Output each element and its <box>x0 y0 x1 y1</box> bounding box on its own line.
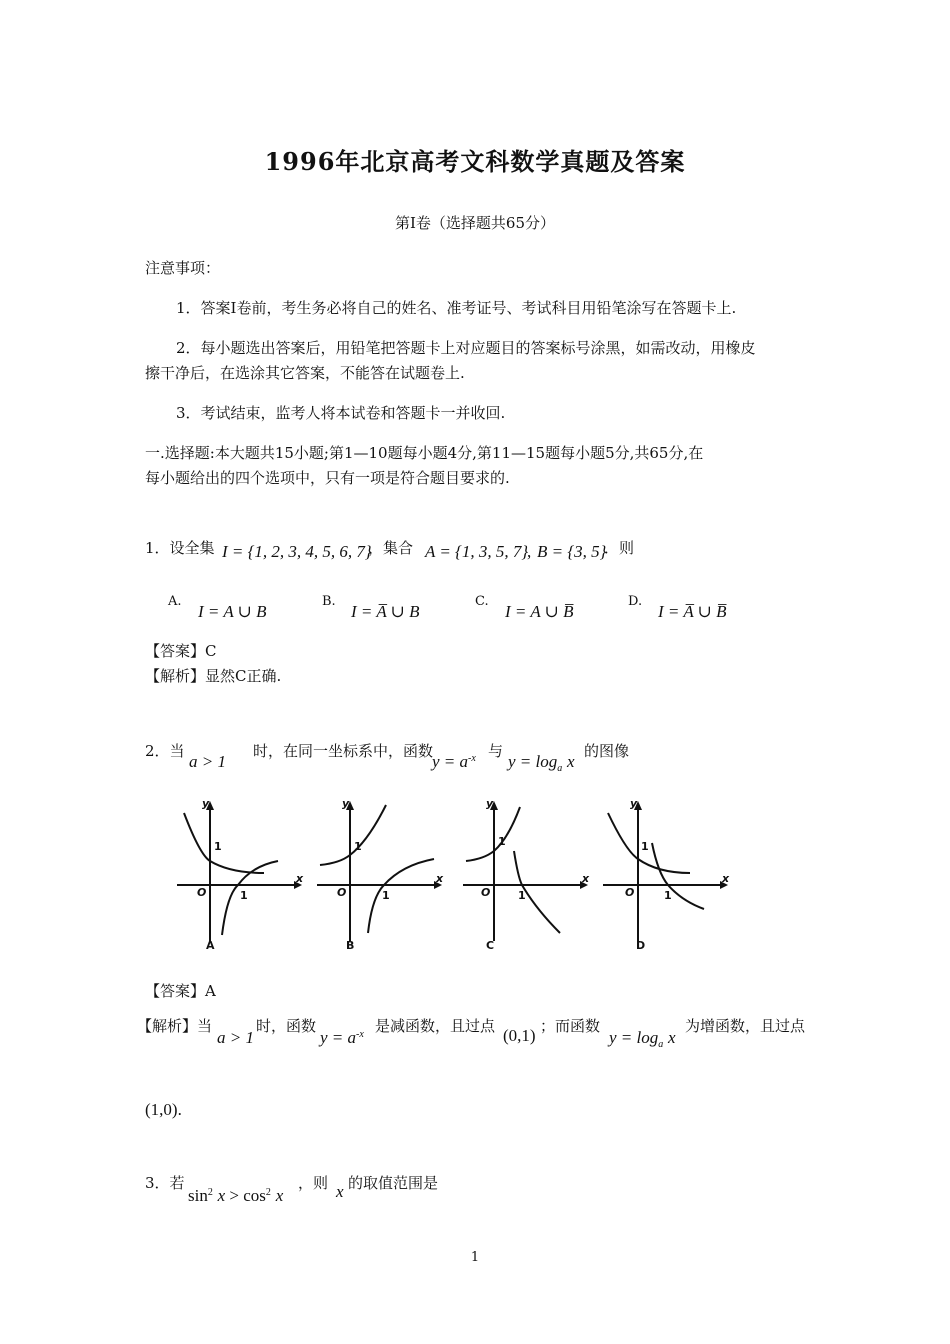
one-label-y: 1 <box>641 840 649 853</box>
y-label: y <box>202 797 210 810</box>
notice-item-2-line1: 2．每小题选出答案后，用铅笔把答题卡上对应题目的答案标号涂黑，如需改动，用橡皮 <box>176 339 756 357</box>
q2-graph-b <box>312 793 452 953</box>
q2-condition: a > 1 <box>189 752 226 771</box>
q3-variable: x <box>336 1182 344 1201</box>
x-label: x <box>436 872 444 885</box>
q2-analysis-mid4: 为增函数，且过点 <box>685 1017 806 1035</box>
document-title: 1996年北京高考文科数学真题及答案 <box>264 147 686 176</box>
graph-caption: B <box>346 939 355 952</box>
one-label-x: 1 <box>518 889 526 902</box>
q2-analysis-point-2: (1,0). <box>145 1100 182 1119</box>
y-label: y <box>630 797 638 810</box>
notice-item-3: 3．考试结束，监考人将本试卷和答题卡一并收回. <box>176 404 506 422</box>
notice-item-2-line2: 擦干净后，在选涂其它答案，不能答在试题卷上. <box>145 364 465 382</box>
q3-inequality: $\sin^2 x > \cos^2 x$ <box>188 1186 284 1205</box>
part1-instructions-line1: 一.选择题:本大题共15小题;第1—10题每小题4分,第11—15题每小题5分,共65分,在 <box>145 444 704 462</box>
q2-analysis-function-1: $y = a^{-x}$ <box>320 1028 364 1047</box>
q2-graph-a <box>172 793 312 953</box>
graph-caption: C <box>486 939 495 952</box>
one-label-x: 1 <box>382 889 390 902</box>
q1-analysis: 【解析】显然C正确. <box>145 667 282 685</box>
q2-analysis-mid1: 时，函数 <box>256 1017 317 1035</box>
q2-graph-d <box>598 793 738 953</box>
one-label-y: 1 <box>354 840 362 853</box>
one-label-x: 1 <box>240 889 248 902</box>
q2-mid-text-1: 时，在同一坐标系中，函数 <box>253 742 434 760</box>
q2-analysis-condition: a > 1 <box>217 1028 254 1047</box>
origin-label: O <box>481 886 491 899</box>
q1-set-b: B = {3, 5} <box>537 542 607 561</box>
q3-prefix: 3．若 <box>145 1174 185 1192</box>
y-label: y <box>486 797 494 810</box>
section-title: 第Ⅰ卷（选择题共65分） <box>394 214 555 232</box>
q1-option-a-label: A. <box>168 594 182 609</box>
q1-set-a: A = {1, 3, 5, 7} <box>425 542 529 561</box>
graph-caption: D <box>636 939 646 952</box>
q2-function-1: $y = a^{-x}$ <box>432 752 476 771</box>
q1-option-b-expr: I = A̅ ∪ B <box>351 602 420 621</box>
q1-answer: 【答案】C <box>145 642 217 660</box>
origin-label: O <box>337 886 347 899</box>
one-label-x: 1 <box>664 889 672 902</box>
page-number: 1 <box>470 1250 480 1265</box>
origin-label: O <box>625 886 635 899</box>
x-label: x <box>722 872 730 885</box>
q3-suffix: 的取值范围是 <box>348 1174 439 1192</box>
exponential-curve <box>320 805 386 865</box>
notice-item-1: 1．答案Ⅰ卷前，考生务必将自己的姓名、准考证号、考试科目用铅笔涂写在答题卡上. <box>176 299 737 317</box>
log-curve <box>652 843 704 909</box>
q1-set-i: I = {1, 2, 3, 4, 5, 6, 7} <box>222 542 372 561</box>
graph-caption: A <box>206 939 215 952</box>
part1-instructions-line2: 每小题给出的四个选项中，只有一项是符合题目要求的. <box>145 469 510 487</box>
y-label: y <box>342 797 350 810</box>
exponential-curve <box>184 813 264 873</box>
x-label: x <box>296 872 304 885</box>
log-curve <box>368 859 434 933</box>
log-curve <box>222 861 278 935</box>
q2-mid-text-2: 与 <box>488 742 504 760</box>
q3-mid-text: ，则 <box>298 1174 329 1192</box>
one-label-y: 1 <box>214 840 222 853</box>
q1-option-b-label: B. <box>322 594 336 609</box>
q1-comma: , <box>527 542 532 561</box>
notice-heading: 注意事项： <box>145 259 221 277</box>
q2-prefix: 2．当 <box>145 742 185 760</box>
q1-mid-text: ，集合 <box>368 539 414 557</box>
q2-analysis-function-2: $y = \log_a x$ <box>609 1028 676 1050</box>
q2-analysis-line1: 【解析】当 <box>137 1017 213 1035</box>
x-label: x <box>582 872 590 885</box>
q2-analysis-mid2: 是减函数，且过点 <box>375 1017 496 1035</box>
q1-option-c-label: C. <box>475 594 489 609</box>
q2-analysis-mid3: ；而函数 <box>540 1017 601 1035</box>
exponential-curve <box>608 813 690 873</box>
q2-analysis-point-1: (0,1) <box>503 1026 536 1045</box>
q2-function-2: $y = \log_a x$ <box>508 752 575 774</box>
q2-suffix: 的图像 <box>584 742 630 760</box>
q1-option-c-expr: I = A ∪ B̅ <box>505 602 574 621</box>
origin-label: O <box>197 886 207 899</box>
q1-option-d-label: D. <box>628 594 643 609</box>
q1-option-d-expr: I = A̅ ∪ B̅ <box>658 602 727 621</box>
q2-graph-c <box>458 793 598 953</box>
one-label-y: 1 <box>498 835 506 848</box>
q1-option-a-expr: I = A ∪ B <box>198 602 267 621</box>
q1-suffix: ．则 <box>604 539 635 557</box>
q2-answer: 【答案】A <box>145 982 216 1000</box>
q1-prefix: 1．设全集 <box>145 539 215 557</box>
